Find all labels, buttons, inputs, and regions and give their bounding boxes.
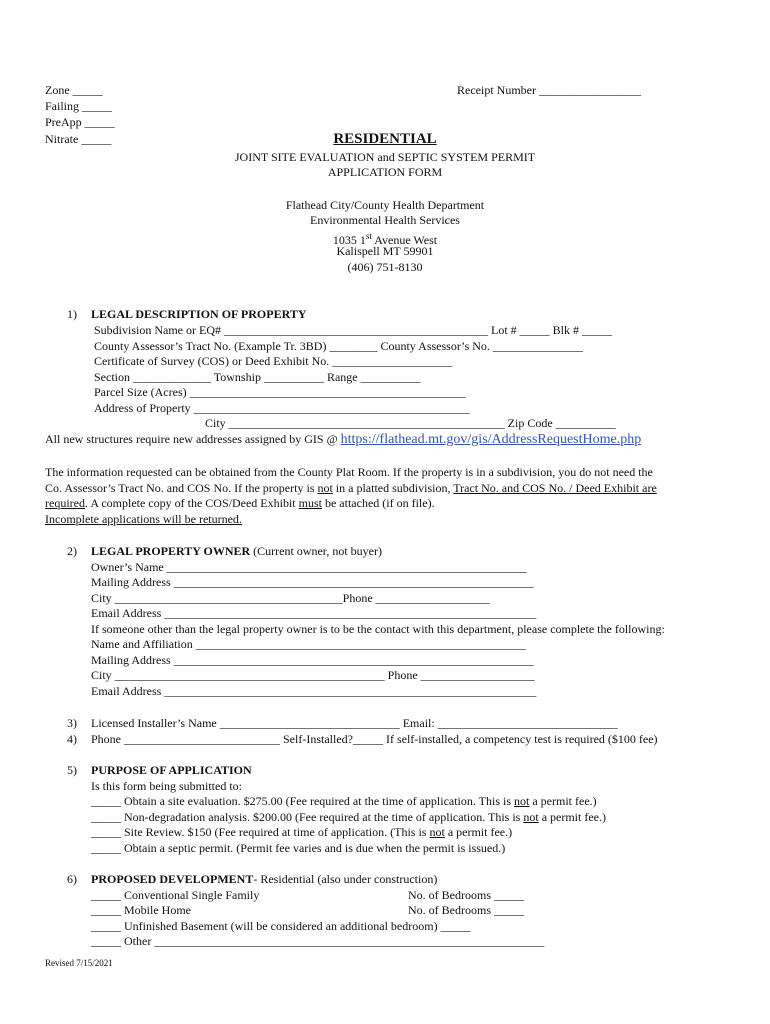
cos-deed-field[interactable]: Certificate of Survey (COS) or Deed Exhibit No. ____________________ (94, 354, 453, 368)
owner-email-field[interactable]: Email Address ______________________________________________________________ (91, 606, 537, 620)
note-emphasis: Tract No. and COS No. / Deed Exhibit are (453, 481, 657, 495)
option-non-degradation[interactable] (91, 810, 606, 824)
note-text: be attached (if on file). (321, 496, 435, 510)
contact-email-field[interactable]: Email Address ______________________________________________________________ (91, 684, 537, 698)
phone-self-installed-field[interactable]: Phone __________________________ Self-Installed?_____ If self-installed, a competency test is required ($100 fee) (91, 732, 658, 746)
contact-mailing-field[interactable]: Mailing Address ____________________________________________________________ (91, 653, 534, 667)
section-2-title: LEGAL PROPERTY OWNER (91, 544, 251, 558)
section-3-number: 3) (67, 716, 77, 730)
note-emphasis: required (45, 496, 85, 510)
option-septic-permit[interactable]: _____ Obtain a septic permit. (Permit fee varies and is due when the permit is issued.) (91, 841, 506, 855)
option-emphasis: not (523, 810, 539, 824)
zone-field[interactable]: Zone _____ (45, 83, 103, 97)
section-4-number: 4) (67, 732, 77, 746)
option-site-evaluation[interactable] (91, 794, 597, 808)
failing-field[interactable]: Failing _____ (45, 99, 113, 113)
bedrooms-field-2[interactable]: No. of Bedrooms _____ (408, 903, 524, 917)
note-text: Co. Assessor’s Tract No. and COS No. If the property is (45, 481, 318, 495)
installer-name-email-field[interactable]: Licensed Installer’s Name ______________________________ Email: ______________________________ (91, 716, 618, 730)
unfinished-basement-field[interactable]: _____ Unfinished Basement (will be considered an additional bedroom) _____ (91, 919, 471, 933)
plat-room-note-line-2 (45, 481, 657, 495)
street-ordinal: st (365, 231, 372, 241)
section-2-number: 2) (67, 544, 77, 558)
contact-city-phone-field[interactable]: City _____________________________________________ Phone ___________________ (91, 668, 535, 682)
section-township-range-field[interactable]: Section _____________ Township __________ Range __________ (94, 370, 421, 384)
gis-address-note (45, 432, 641, 447)
parcel-size-field[interactable]: Parcel Size (Acres) ______________________________________________ (94, 385, 466, 399)
gis-address-link[interactable]: https://flathead.mt.gov/gis/AddressRequestHome.php (340, 432, 642, 447)
city-zip-field[interactable]: City ______________________________________________ Zip Code __________ (205, 416, 616, 430)
option-emphasis: not (514, 794, 530, 808)
option-text: _____ Site Review. $150 (Fee required at time of application. (This is (91, 825, 430, 839)
form-subtitle: JOINT SITE EVALUATION and SEPTIC SYSTEM PERMIT (234, 150, 536, 164)
plat-room-note-line-1: The information requested can be obtained from the County Plat Room. If the property is in a subdivision, you do not need the (45, 465, 653, 479)
plat-room-note-line-3 (45, 496, 435, 510)
bedrooms-field-1[interactable]: No. of Bedrooms _____ (408, 888, 524, 902)
contact-name-affiliation-field[interactable]: Name and Affiliation _______________________________________________________ (91, 637, 526, 651)
other-development-field[interactable]: _____ Other _________________________________________________________________ (91, 934, 545, 948)
form-title: RESIDENTIAL (333, 131, 437, 147)
contact-note: If someone other than the legal property owner is to be the contact with this department, please complete the following: (91, 622, 665, 636)
section-1-number: 1) (67, 307, 77, 321)
owner-name-field[interactable]: Owner’s Name ____________________________________________________________ (91, 560, 527, 574)
receipt-number-field[interactable]: Receipt Number _________________ (457, 83, 641, 97)
option-emphasis: not (429, 825, 445, 839)
option-text: a permit fee.) (444, 825, 513, 839)
mobile-home-field[interactable]: _____ Mobile Home (91, 903, 191, 917)
note-emphasis: must (298, 496, 322, 510)
option-text: _____ Obtain a site evaluation. $275.00 (Fee required at the time of application. This is (91, 794, 515, 808)
section-6-title: PROPOSED DEVELOPMENT (91, 872, 254, 886)
preapp-field[interactable]: PreApp _____ (45, 115, 115, 129)
note-emphasis: not (317, 481, 333, 495)
section-6-title-note: - Residential (also under construction) (253, 872, 438, 886)
owner-city-phone-field[interactable]: City ______________________________________Phone ___________________ (91, 591, 490, 605)
section-1-heading: LEGAL DESCRIPTION OF PROPERTY (91, 307, 307, 321)
owner-mailing-field[interactable]: Mailing Address ____________________________________________________________ (91, 575, 534, 589)
street-name: Avenue West (371, 233, 438, 247)
revised-date: Revised 7/15/2021 (45, 958, 113, 968)
nitrate-field[interactable]: Nitrate _____ (45, 132, 112, 146)
section-2-title-note: (Current owner, not buyer) (250, 544, 382, 558)
incomplete-warning: Incomplete applications will be returned. (45, 512, 242, 526)
agency-city: Kalispell MT 59901 (336, 244, 434, 258)
option-site-review[interactable] (91, 825, 512, 839)
subdivision-lot-blk-field[interactable]: Subdivision Name or EQ# ____________________________________________ Lot # _____ Blk # _____ (94, 323, 612, 337)
tract-assessor-field[interactable]: County Assessor’s Tract No. (Example Tr. 3BD) ________ County Assessor’s No. _______________ (94, 339, 583, 353)
agency-division: Environmental Health Services (310, 213, 460, 227)
option-text: a permit fee.) (529, 794, 597, 808)
street-number: 1035 1 (332, 233, 366, 247)
gis-note-text: All new structures require new addresses assigned by GIS @ (45, 432, 341, 446)
section-6-number: 6) (67, 872, 77, 886)
agency-phone: (406) 751-8130 (347, 260, 423, 274)
agency-name: Flathead City/County Health Department (285, 198, 485, 212)
note-text: in a platted subdivision, (332, 481, 454, 495)
section-6-heading (91, 872, 437, 886)
section-2-heading (91, 544, 382, 558)
note-text: . A complete copy of the COS/Deed Exhibit (84, 496, 299, 510)
section-5-number: 5) (67, 763, 77, 777)
section-5-heading: PURPOSE OF APPLICATION (91, 763, 252, 777)
property-address-field[interactable]: Address of Property ______________________________________________ (94, 401, 470, 415)
option-text: _____ Non-degradation analysis. $200.00 (Fee required at the time of application. This is (91, 810, 524, 824)
conventional-single-family-field[interactable]: _____ Conventional Single Family (91, 888, 260, 902)
form-subtitle-2: APPLICATION FORM (327, 165, 443, 179)
purpose-intro: Is this form being submitted to: (91, 779, 242, 793)
option-text: a permit fee.) (538, 810, 606, 824)
